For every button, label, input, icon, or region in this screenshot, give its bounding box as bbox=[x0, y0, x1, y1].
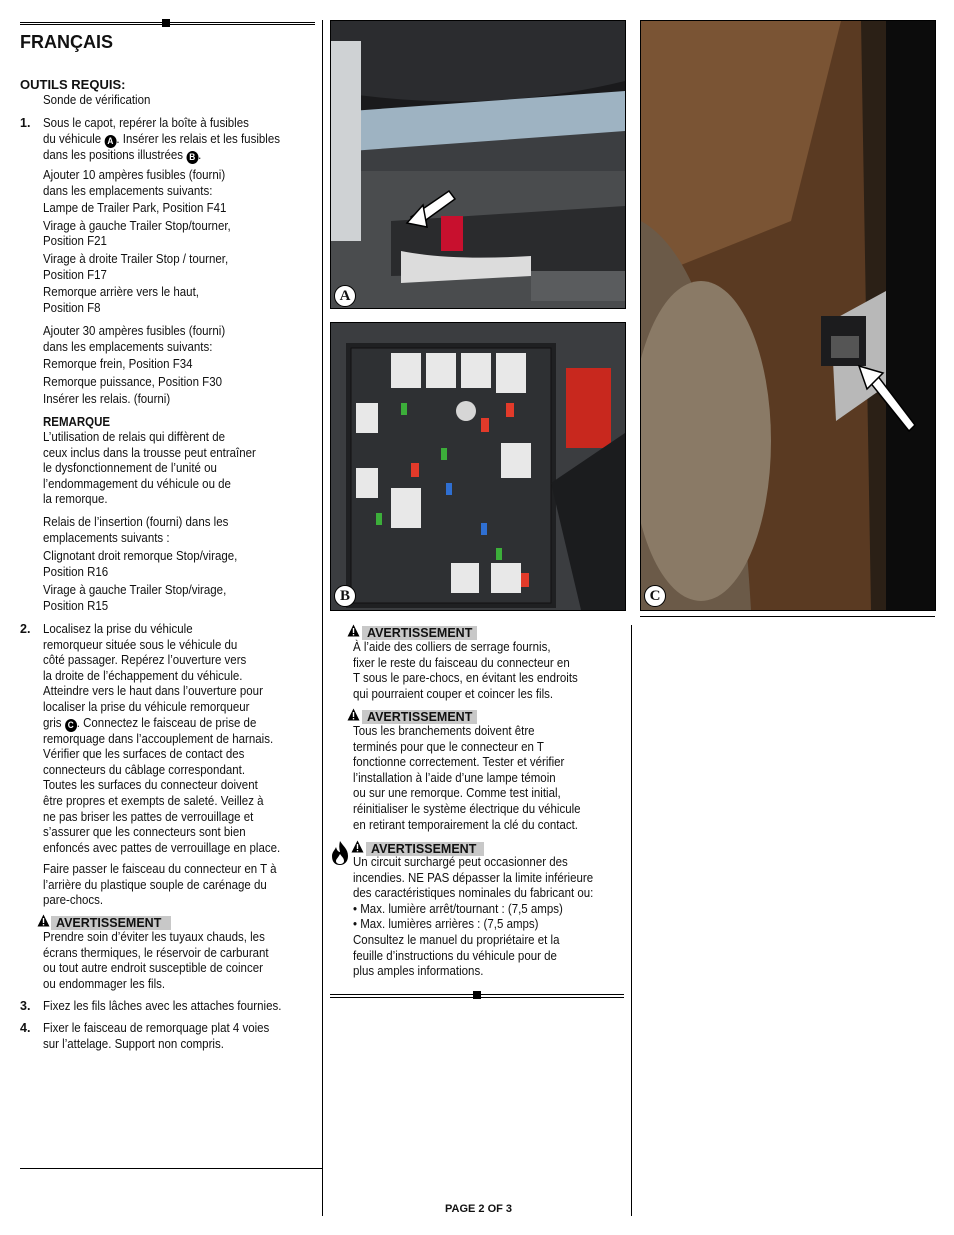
warning-line: ou sur une remorque. Comme test initial, bbox=[353, 786, 561, 801]
para-line: Virage à droite Trailer Stop / tourner, bbox=[43, 251, 229, 266]
note-line: ceux inclus dans la trousse peut entraîner bbox=[43, 445, 256, 460]
photo-a bbox=[330, 20, 626, 309]
para-line: Remorque frein, Position F34 bbox=[43, 357, 193, 372]
para-line: Position F21 bbox=[43, 234, 107, 249]
step2-line: connecteurs du câblage correspondant. bbox=[43, 762, 246, 777]
para-line: pare-chocs. bbox=[43, 893, 104, 908]
warning-line: ou tout autre endroit susceptible de coincer bbox=[43, 961, 263, 976]
bottom-rule-left bbox=[20, 1168, 322, 1169]
step2-line: remorqueur située sous le véhicule du bbox=[43, 637, 238, 652]
warning1-text bbox=[353, 640, 578, 702]
section-title: FRANÇAIS bbox=[20, 32, 113, 52]
warning-label-text: AVERTISSEMENT bbox=[362, 626, 477, 640]
warning-line: fonctionne correctement. Tester et vérifier bbox=[353, 755, 565, 770]
warning-line: terminés pour que le connecteur en T bbox=[353, 739, 544, 754]
tools-heading: OUTILS REQUIS: bbox=[20, 77, 126, 92]
step1-number: 1. bbox=[20, 116, 31, 130]
note-heading: REMARQUE bbox=[43, 415, 111, 429]
column-divider-2 bbox=[631, 625, 632, 1216]
step1-line: . bbox=[198, 147, 202, 162]
step4-line: Fixer le faisceau de remorquage plat 4 voies bbox=[43, 1021, 270, 1035]
para-line: Remorque arrière vers le haut, bbox=[43, 285, 199, 300]
step2-line: localiser la prise du véhicule remorqueur bbox=[43, 699, 250, 714]
column-divider-1 bbox=[322, 20, 323, 1216]
step4-number: 4. bbox=[20, 1021, 31, 1035]
warning-line: Prendre soin d’éviter les tuyaux chauds, les bbox=[43, 930, 265, 944]
step1-line: dans les positions illustrées bbox=[43, 147, 183, 162]
step1-line: . Insérer les relais et les fusibles bbox=[116, 131, 280, 146]
callout-c-icon: C bbox=[65, 719, 77, 732]
warning-icon bbox=[37, 914, 50, 927]
warning-line: feuille d’instructions du véhicule pour de bbox=[353, 948, 557, 963]
para-line: Clignotant droit remorque Stop/virage, bbox=[43, 549, 238, 564]
tools-item: Sonde de vérification bbox=[43, 93, 151, 107]
photo-a-label: A bbox=[334, 285, 356, 307]
engine-bay-illustration bbox=[331, 21, 625, 308]
note-text bbox=[43, 430, 256, 508]
fire-icon bbox=[330, 840, 350, 866]
warning-line: incendies. NE PAS dépasser la limite inférieure bbox=[353, 870, 594, 885]
step4-line: sur l’attelage. Support non compris. bbox=[43, 1036, 224, 1051]
warning-line: • Max. lumière arrêt/tournant : (7,5 amps) bbox=[353, 901, 563, 916]
step2-text bbox=[43, 622, 280, 856]
warning-line: plus amples informations. bbox=[353, 964, 484, 979]
page-number: PAGE 2 OF 3 bbox=[445, 1203, 513, 1215]
warning-line: À l’aide des colliers de serrage fournis, bbox=[353, 640, 551, 654]
para-line: Ajouter 10 ampères fusibles (fourni) bbox=[43, 168, 226, 182]
step1-para4 bbox=[43, 515, 237, 615]
warning-icon bbox=[351, 840, 364, 853]
warning3-text bbox=[353, 855, 593, 980]
rule-square bbox=[162, 19, 170, 27]
para-line: Relais de l’insertion (fourni) dans les bbox=[43, 515, 229, 529]
photo-c-label: C bbox=[644, 585, 666, 607]
step2-line: gris bbox=[43, 715, 62, 730]
callout-b-icon: B bbox=[186, 151, 198, 164]
para-line: Ajouter 30 ampères fusibles (fourni) bbox=[43, 324, 226, 338]
photo-b-label: B bbox=[334, 585, 356, 607]
step2-line: Vérifier que les surfaces de contact des bbox=[43, 747, 245, 762]
step4-text bbox=[43, 1021, 269, 1052]
callout-a-icon: A bbox=[104, 135, 116, 148]
step2-line: Localisez la prise du véhicule bbox=[43, 622, 193, 636]
warning-line: qui pourraient couper et coincer les fils. bbox=[353, 686, 554, 701]
step1-line: du véhicule bbox=[43, 131, 102, 146]
warning-line: l’installation à l’aide d’une lampe témoin bbox=[353, 770, 556, 785]
para-line: l’arrière du plastique souple de carénage du bbox=[43, 877, 267, 892]
warning-line: fixer le reste du faisceau du connecteur en bbox=[353, 655, 570, 670]
under-vehicle-illustration bbox=[641, 21, 935, 610]
photo-c bbox=[640, 20, 936, 611]
step2-para2 bbox=[43, 862, 277, 909]
warning-label-text: AVERTISSEMENT bbox=[51, 916, 171, 930]
warning-line: des caractéristiques nominales du fabricant ou: bbox=[353, 886, 594, 901]
para-line: Remorque puissance, Position F30 bbox=[43, 374, 222, 389]
para-line: Position F17 bbox=[43, 267, 107, 282]
step3-text: Fixez les fils lâches avec les attaches fournies. bbox=[43, 999, 282, 1013]
warning-line: Consultez le manuel du propriétaire et la bbox=[353, 932, 560, 947]
fuse-box-illustration bbox=[331, 323, 625, 610]
rule-square bbox=[473, 991, 481, 999]
warning-icon bbox=[347, 624, 360, 637]
step2-line: être propres et exempts de saleté. Veillez à bbox=[43, 793, 264, 808]
step2-number: 2. bbox=[20, 622, 31, 636]
para-line: Virage à gauche Trailer Stop/tourner, bbox=[43, 218, 231, 233]
photo-bottom-rule bbox=[640, 616, 935, 617]
para-line: Lampe de Trailer Park, Position F41 bbox=[43, 201, 227, 216]
note-line: le dysfonctionnement de l’unité ou bbox=[43, 461, 217, 476]
step2-line: enfoncés avec pattes de verrouillage en place. bbox=[43, 840, 281, 855]
warning2-text bbox=[353, 724, 581, 833]
step2-line: Toutes les surfaces du connecteur doivent bbox=[43, 778, 258, 793]
warning-line: Un circuit surchargé peut occasionner des bbox=[353, 855, 568, 869]
step3-number: 3. bbox=[20, 999, 31, 1013]
warning-line: en retirant temporairement la clé du contact. bbox=[353, 817, 579, 832]
step1-para3 bbox=[43, 324, 225, 408]
note-line: la remorque. bbox=[43, 492, 108, 507]
step1-line: Sous le capot, repérer la boîte à fusibles bbox=[43, 116, 249, 130]
para-line: dans les emplacements suivants: bbox=[43, 339, 213, 354]
note-line: l’endommagement du véhicule ou de bbox=[43, 476, 231, 491]
warning-label-text: AVERTISSEMENT bbox=[362, 710, 477, 724]
para-line: Position R15 bbox=[43, 598, 109, 613]
warning-line: • Max. lumières arrières : (7,5 amps) bbox=[353, 917, 539, 932]
photo-b bbox=[330, 322, 626, 611]
para-line: emplacements suivants : bbox=[43, 530, 170, 545]
note-line: L’utilisation de relais qui diffèrent de bbox=[43, 430, 226, 444]
para-line: Position R16 bbox=[43, 564, 109, 579]
para-line: dans les emplacements suivants: bbox=[43, 183, 213, 198]
warning-line: écrans thermiques, le réservoir de carburant bbox=[43, 945, 269, 960]
step2-line: côté passager. Repérez l’ouverture vers bbox=[43, 653, 247, 668]
warning-line: réinitialiser le système électrique du véhicule bbox=[353, 801, 581, 816]
para-line: Virage à gauche Trailer Stop/virage, bbox=[43, 583, 227, 598]
para-line: Faire passer le faisceau du connecteur en T à bbox=[43, 862, 277, 876]
step2-line: ne pas briser les pattes de verrouillage et bbox=[43, 809, 254, 824]
step1-para2 bbox=[43, 168, 231, 316]
warning-icon bbox=[347, 708, 360, 721]
step1-text bbox=[43, 116, 280, 164]
step2-line: . Connectez le faisceau de prise de bbox=[76, 715, 257, 730]
warning-label-text: AVERTISSEMENT bbox=[366, 842, 484, 856]
para-line: Insérer les relais. (fourni) bbox=[43, 392, 171, 407]
step2-line: s’assurer que les connecteurs sont bien bbox=[43, 825, 246, 840]
step2-line: remorquage dans l’accouplement de harnais. bbox=[43, 731, 274, 746]
warning-line: ou endommager les fils. bbox=[43, 976, 166, 991]
warning-line: Tous les branchements doivent être bbox=[353, 724, 535, 738]
warning-line: T sous le pare-chocs, en évitant les endroits bbox=[353, 671, 578, 686]
step2-line: Atteindre vers le haut dans l’ouverture pour bbox=[43, 684, 263, 699]
step2-line: la droite de l’échappement du véhicule. bbox=[43, 668, 243, 683]
step2-warning-text bbox=[43, 930, 269, 992]
para-line: Position F8 bbox=[43, 300, 101, 315]
